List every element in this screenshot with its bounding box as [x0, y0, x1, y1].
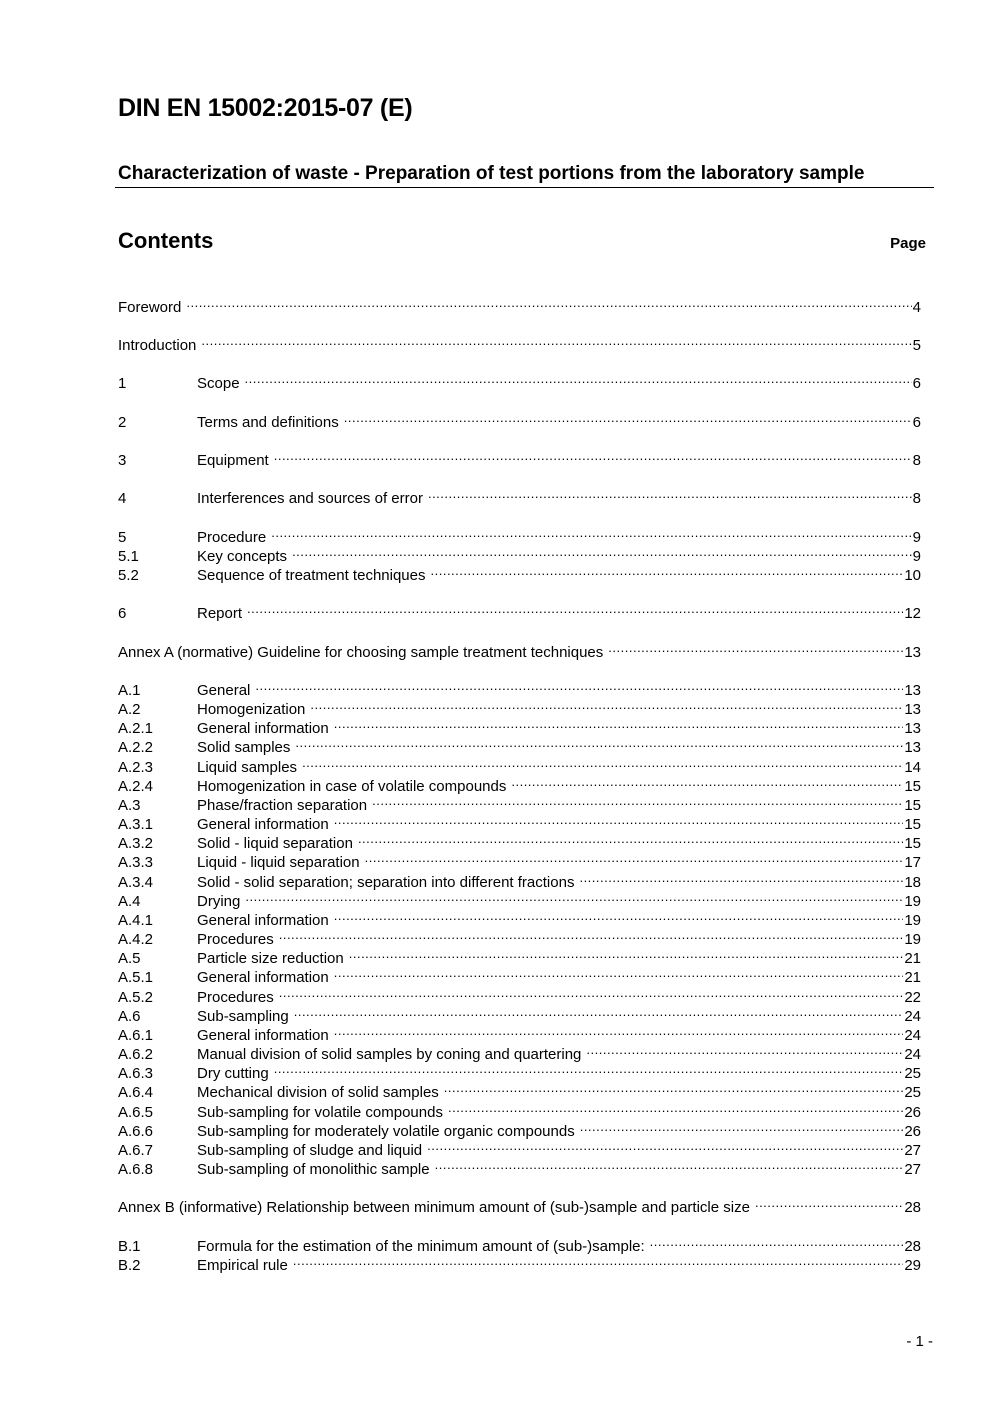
- toc-entry-label: General information: [197, 969, 329, 986]
- toc-entry[interactable]: [118, 906, 921, 929]
- toc-entry-label: Empirical rule: [197, 1257, 288, 1274]
- toc-dot-leader: [334, 1021, 904, 1040]
- toc-entry-label: Solid - solid separation; separation into different fractions: [197, 874, 575, 891]
- toc-dot-leader: [295, 733, 903, 752]
- toc-dot-leader: [274, 1059, 904, 1078]
- toc-entry[interactable]: [118, 561, 921, 584]
- toc-dot-leader: [245, 887, 903, 906]
- toc-entry-label: Procedure: [197, 529, 267, 546]
- toc-entry[interactable]: [118, 1232, 921, 1255]
- toc-entry[interactable]: [118, 983, 921, 1006]
- toc-entry[interactable]: [118, 408, 921, 431]
- toc-entry-page: 15: [904, 835, 921, 852]
- toc-dot-leader: [428, 484, 912, 503]
- toc-entry-label: Homogenization: [197, 701, 306, 718]
- toc-entry-number: A.6.8: [118, 1161, 154, 1178]
- toc-dot-leader: [245, 369, 912, 388]
- toc-entry-number: 1: [118, 375, 127, 392]
- toc-entry[interactable]: [118, 1059, 921, 1082]
- toc-entry-number: A.2: [118, 701, 141, 718]
- toc-entry-label: Key concepts: [197, 548, 288, 565]
- toc-dot-leader: [511, 772, 903, 791]
- toc-dot-leader: [201, 331, 911, 350]
- toc-entry-number: A.4.2: [118, 931, 154, 948]
- toc-dot-leader: [365, 848, 904, 867]
- toc-entry[interactable]: [118, 944, 921, 967]
- toc-entry[interactable]: [118, 542, 921, 565]
- toc-entry-number: A.1: [118, 682, 141, 699]
- toc-entry-page: 27: [904, 1142, 921, 1159]
- toc-entry-number: A.5: [118, 950, 141, 967]
- toc-entry-page: 15: [904, 778, 921, 795]
- toc-entry[interactable]: [118, 714, 921, 737]
- toc-dot-leader: [255, 676, 903, 695]
- toc-entry-number: A.6.6: [118, 1123, 154, 1140]
- toc-entry[interactable]: [118, 1136, 921, 1159]
- toc-dot-leader: [310, 695, 903, 714]
- toc-dot-leader: [586, 1040, 903, 1059]
- toc-entry-number: A.3.1: [118, 816, 154, 833]
- toc-entry[interactable]: [118, 599, 921, 622]
- toc-entry[interactable]: [118, 963, 921, 986]
- toc-entry-number: A.5.2: [118, 989, 154, 1006]
- toc-entry-label: Scope: [197, 375, 240, 392]
- toc-entry-page: 14: [904, 759, 921, 776]
- toc-entry-label: Annex A (normative) Guideline for choosing sample treatment techniques: [118, 644, 604, 661]
- toc-entry-number: A.6.2: [118, 1046, 154, 1063]
- toc-entry-number: A.4: [118, 893, 141, 910]
- toc-dot-leader: [344, 408, 912, 427]
- toc-dot-leader: [292, 542, 912, 561]
- toc-entry-label: Sub-sampling for volatile compounds: [197, 1104, 443, 1121]
- toc-entry[interactable]: [118, 446, 921, 469]
- toc-dot-leader: [608, 638, 903, 657]
- toc-entry-label: Sub-sampling for moderately volatile organic compounds: [197, 1123, 575, 1140]
- toc-entry-label: Liquid - liquid separation: [197, 854, 360, 871]
- toc-entry-number: 6: [118, 605, 127, 622]
- toc-entry[interactable]: [118, 1040, 921, 1063]
- toc-entry-label: Foreword: [118, 299, 182, 316]
- toc-dot-leader: [302, 753, 903, 772]
- toc-entry-page: 4: [912, 299, 921, 316]
- subtitle-divider: [115, 187, 934, 188]
- toc-entry-number: A.6.7: [118, 1142, 154, 1159]
- toc-entry-number: 5.2: [118, 567, 139, 584]
- toc-entry[interactable]: [118, 925, 921, 948]
- toc-entry[interactable]: [118, 638, 921, 661]
- toc-entry[interactable]: [118, 810, 921, 833]
- toc-entry-page: 9: [912, 548, 921, 565]
- page-number: - 1 -: [906, 1333, 933, 1350]
- toc-entry[interactable]: [118, 848, 921, 871]
- toc-entry-page: 13: [904, 701, 921, 718]
- toc-entry-label: Annex B (informative) Relationship between minimum amount of (sub-)sample and particle size: [118, 1199, 750, 1216]
- toc-entry-page: 15: [904, 816, 921, 833]
- toc-entry-label: Solid samples: [197, 739, 291, 756]
- toc-entry-page: 6: [912, 375, 921, 392]
- toc-dot-leader: [755, 1193, 903, 1212]
- toc-entry-label: Phase/fraction separation: [197, 797, 368, 814]
- toc-entry-page: 15: [904, 797, 921, 814]
- toc-entry-number: 5: [118, 529, 127, 546]
- toc-entry-label: Terms and definitions: [197, 414, 339, 431]
- toc-entry[interactable]: [118, 1251, 921, 1274]
- toc-entry-page: 19: [904, 893, 921, 910]
- toc-dot-leader: [650, 1232, 904, 1251]
- toc-entry[interactable]: [118, 695, 921, 718]
- toc-dot-leader: [580, 1117, 904, 1136]
- toc-entry-number: A.3.4: [118, 874, 154, 891]
- toc-entry[interactable]: [118, 369, 921, 392]
- toc-entry-label: Solid - liquid separation: [197, 835, 353, 852]
- toc-entry-number: A.3.2: [118, 835, 154, 852]
- toc-entry[interactable]: [118, 1117, 921, 1140]
- toc-entry-number: 2: [118, 414, 127, 431]
- toc-entry[interactable]: [118, 868, 921, 891]
- toc-entry-label: Procedures: [197, 931, 274, 948]
- toc-entry-number: A.2.3: [118, 759, 154, 776]
- toc-entry[interactable]: [118, 753, 921, 776]
- toc-entry-page: 24: [904, 1046, 921, 1063]
- toc-entry-label: Formula for the estimation of the minimum amount of (sub-)sample:: [197, 1238, 645, 1255]
- toc-entry[interactable]: [118, 829, 921, 852]
- toc-entry-label: General: [197, 682, 251, 699]
- toc-entry-page: 10: [904, 567, 921, 584]
- toc-entry-number: A.4.1: [118, 912, 154, 929]
- toc-entry-page: 8: [912, 490, 921, 507]
- toc-entry-number: 4: [118, 490, 127, 507]
- toc-dot-leader: [294, 1002, 904, 1021]
- toc-entry-number: 3: [118, 452, 127, 469]
- toc-entry-label: Equipment: [197, 452, 269, 469]
- toc-dot-leader: [579, 868, 903, 887]
- toc-dot-leader: [448, 1098, 903, 1117]
- toc-entry[interactable]: [118, 1098, 921, 1121]
- toc-dot-leader: [293, 1251, 903, 1270]
- toc-entry-number: 5.1: [118, 548, 139, 565]
- toc-entry-page: 27: [904, 1161, 921, 1178]
- toc-entry-label: Introduction: [118, 337, 197, 354]
- toc-entry-page: 28: [904, 1199, 921, 1216]
- toc-dot-leader: [372, 791, 903, 810]
- toc-entry-page: 17: [904, 854, 921, 871]
- toc-entry-label: Report: [197, 605, 243, 622]
- toc-entry[interactable]: [118, 772, 921, 795]
- toc-entry-label: Particle size reduction: [197, 950, 344, 967]
- toc-entry-page: 13: [904, 682, 921, 699]
- toc-entry-page: 22: [904, 989, 921, 1006]
- toc-entry-label: Interferences and sources of error: [197, 490, 423, 507]
- toc-entry-label: Sub-sampling: [197, 1008, 289, 1025]
- toc-entry-label: General information: [197, 1027, 329, 1044]
- toc-entry-number: A.6: [118, 1008, 141, 1025]
- toc-dot-leader: [247, 599, 903, 618]
- toc-entry-page: 21: [904, 969, 921, 986]
- toc-entry[interactable]: [118, 1002, 921, 1025]
- toc-entry-page: 12: [904, 605, 921, 622]
- toc-entry-page: 8: [912, 452, 921, 469]
- toc-entry[interactable]: [118, 293, 921, 316]
- toc-dot-leader: [349, 944, 904, 963]
- toc-entry-page: 13: [904, 720, 921, 737]
- toc-entry-label: Dry cutting: [197, 1065, 269, 1082]
- document-title: DIN EN 15002:2015-07 (E): [118, 94, 413, 122]
- toc-entry[interactable]: [118, 1193, 921, 1216]
- toc-entry-page: 19: [904, 931, 921, 948]
- toc-entry-number: A.6.5: [118, 1104, 154, 1121]
- toc-dot-leader: [334, 906, 904, 925]
- toc-dot-leader: [271, 523, 911, 542]
- toc-entry-page: 9: [912, 529, 921, 546]
- toc-entry[interactable]: [118, 887, 921, 910]
- toc-entry-page: 6: [912, 414, 921, 431]
- contents-heading: Contents: [118, 228, 214, 253]
- toc-dot-leader: [279, 983, 904, 1002]
- toc-entry-page: 26: [904, 1104, 921, 1121]
- toc-dot-leader: [358, 829, 903, 848]
- toc-entry-number: A.2.2: [118, 739, 154, 756]
- toc-dot-leader: [444, 1078, 904, 1097]
- toc-entry-label: Manual division of solid samples by coning and quartering: [197, 1046, 582, 1063]
- toc-entry-page: 24: [904, 1027, 921, 1044]
- toc-entry[interactable]: [118, 523, 921, 546]
- toc-dot-leader: [186, 293, 911, 312]
- toc-entry-page: 26: [904, 1123, 921, 1140]
- toc-entry-page: 29: [904, 1257, 921, 1274]
- toc-dot-leader: [435, 1155, 904, 1174]
- toc-entry-label: Procedures: [197, 989, 274, 1006]
- toc-entry-label: Sub-sampling of monolithic sample: [197, 1161, 430, 1178]
- toc-entry-page: 13: [904, 739, 921, 756]
- toc-dot-leader: [431, 561, 904, 580]
- toc-entry-label: General information: [197, 912, 329, 929]
- toc-entry-page: 19: [904, 912, 921, 929]
- toc-entry-number: B.1: [118, 1238, 141, 1255]
- toc-dot-leader: [427, 1136, 903, 1155]
- page-column-heading: Page: [890, 235, 926, 252]
- toc-entry-label: Drying: [197, 893, 241, 910]
- toc-entry-number: A.3.3: [118, 854, 154, 871]
- toc-dot-leader: [279, 925, 904, 944]
- toc-entry-page: 13: [904, 644, 921, 661]
- toc-entry-number: A.5.1: [118, 969, 154, 986]
- toc-entry-page: 24: [904, 1008, 921, 1025]
- toc-entry-page: 25: [904, 1084, 921, 1101]
- document-subtitle: Characterization of waste - Preparation of test portions from the laboratory sample: [118, 163, 865, 184]
- toc-dot-leader: [274, 446, 912, 465]
- toc-entry-number: A.2.4: [118, 778, 154, 795]
- toc-entry[interactable]: [118, 484, 921, 507]
- toc-entry-label: General information: [197, 816, 329, 833]
- toc-entry[interactable]: [118, 1021, 921, 1044]
- toc-entry-label: Sequence of treatment techniques: [197, 567, 426, 584]
- toc-entry-label: Liquid samples: [197, 759, 298, 776]
- toc-entry[interactable]: [118, 791, 921, 814]
- toc-entry-number: A.6.4: [118, 1084, 154, 1101]
- toc-entry-page: 5: [912, 337, 921, 354]
- toc-entry-label: Mechanical division of solid samples: [197, 1084, 439, 1101]
- toc-entry-page: 21: [904, 950, 921, 967]
- toc-entry-number: A.6.3: [118, 1065, 154, 1082]
- toc-entry[interactable]: [118, 331, 921, 354]
- toc-entry-number: B.2: [118, 1257, 141, 1274]
- toc-entry-label: Homogenization in case of volatile compounds: [197, 778, 507, 795]
- toc-entry[interactable]: [118, 733, 921, 756]
- toc-dot-leader: [334, 963, 904, 982]
- toc-entry-page: 18: [904, 874, 921, 891]
- toc-entry-page: 25: [904, 1065, 921, 1082]
- toc-entry-number: A.3: [118, 797, 141, 814]
- toc-dot-leader: [334, 714, 904, 733]
- toc-dot-leader: [334, 810, 904, 829]
- toc-entry[interactable]: [118, 1155, 921, 1178]
- toc-entry[interactable]: [118, 1078, 921, 1101]
- toc-entry-page: 28: [904, 1238, 921, 1255]
- toc-entry-label: Sub-sampling of sludge and liquid: [197, 1142, 423, 1159]
- toc-entry-number: A.2.1: [118, 720, 154, 737]
- toc-entry[interactable]: [118, 676, 921, 699]
- toc-entry-label: General information: [197, 720, 329, 737]
- toc-entry-number: A.6.1: [118, 1027, 154, 1044]
